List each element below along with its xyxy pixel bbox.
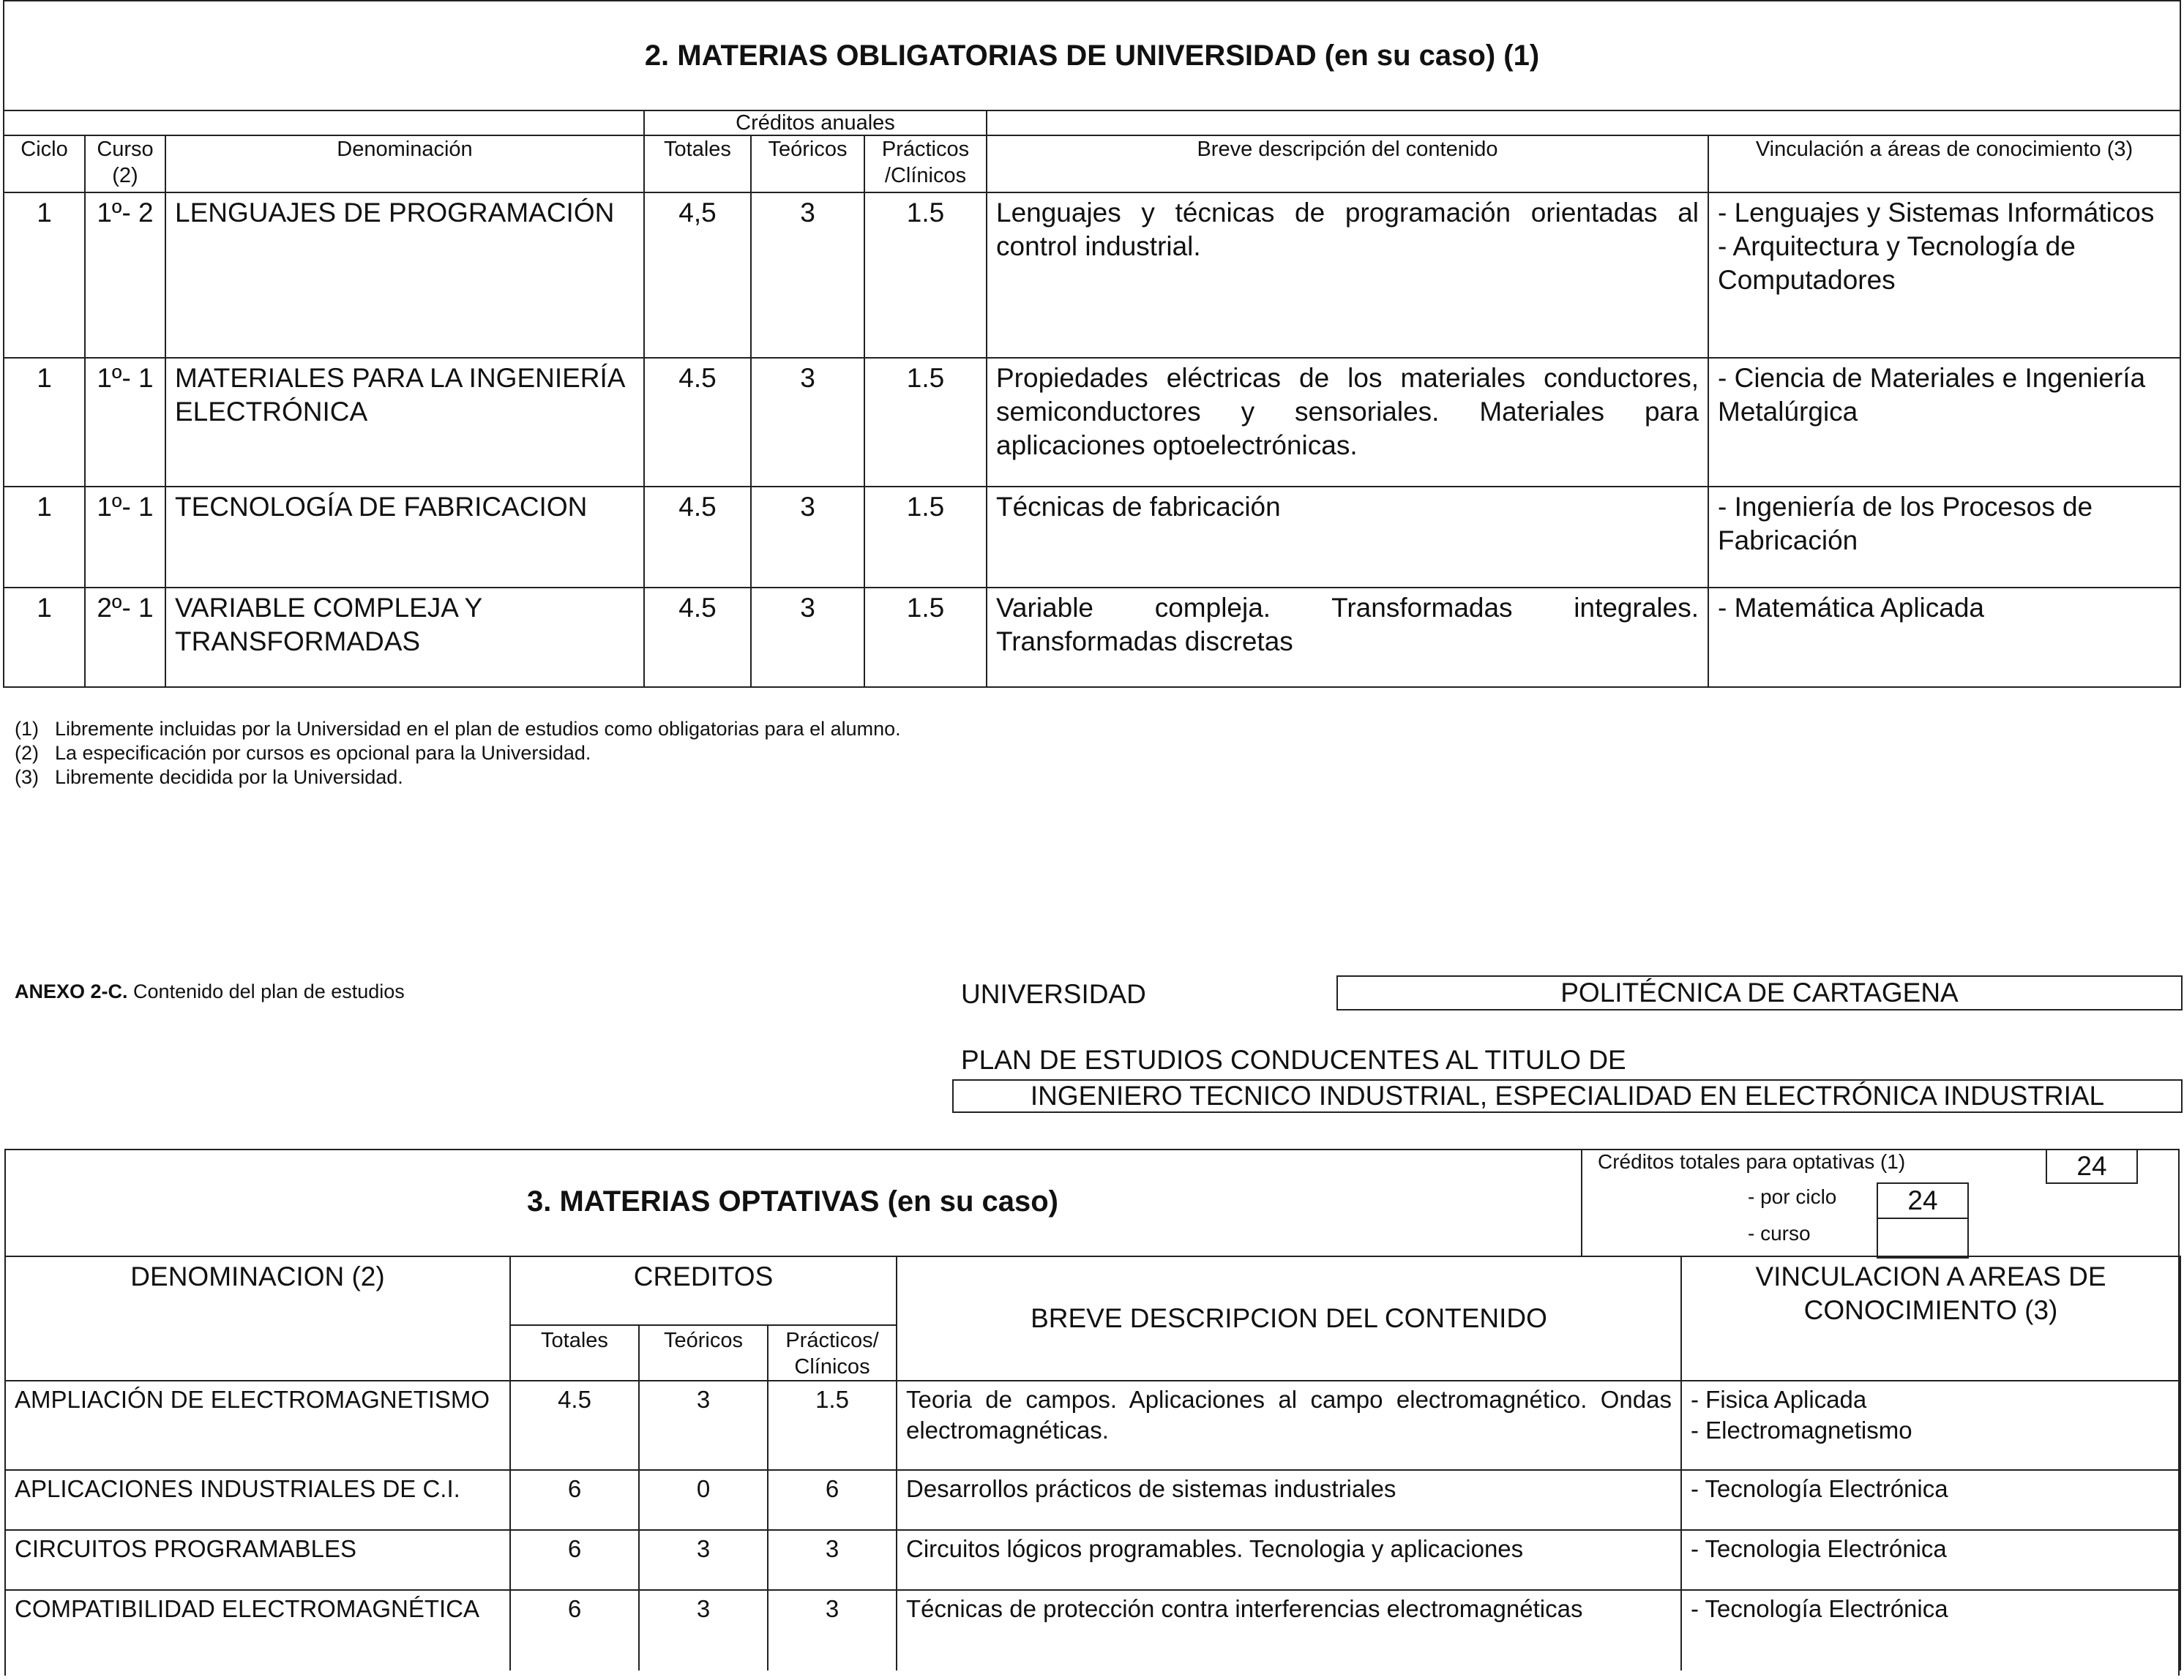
universidad-value: POLITÉCNICA DE CARTAGENA	[1336, 975, 2183, 1010]
row-practicos: 1.5	[864, 588, 987, 687]
plan-label: PLAN DE ESTUDIOS CONDUCENTES AL TITULO DE	[961, 1045, 1626, 1075]
row-vinculacion: - Ciencia de Materiales e Ingeniería Metalúrgica	[1708, 358, 2180, 487]
row-ciclo: 1	[4, 192, 85, 358]
table-row	[5, 1590, 2180, 1670]
header-descripcion: Breve descripción del contenido	[987, 135, 1708, 192]
annex-label	[15, 980, 405, 1003]
footnote-text: Libremente decidida por la Universidad.	[55, 766, 403, 788]
header-vinculacion: Vinculación a áreas de conocimiento (3)	[1708, 135, 2180, 192]
footnote	[15, 765, 1332, 790]
footnote-number: (2)	[15, 742, 39, 764]
row-vinculacion: - Ingeniería de los Procesos de Fabricación	[1708, 487, 2180, 588]
section2-table	[3, 0, 2181, 688]
header-creditos: CREDITOS	[510, 1256, 897, 1325]
row-ciclo: 1	[4, 358, 85, 487]
row-practicos: 1.5	[864, 192, 987, 358]
row-teoricos: 3	[751, 588, 864, 687]
footnote-text: La especificación por cursos es opcional para la Universidad.	[55, 742, 591, 764]
row-denominacion: LENGUAJES DE PROGRAMACIÓN	[165, 192, 644, 358]
row-vinculacion: - Matemática Aplicada	[1708, 588, 2180, 687]
universidad-label: UNIVERSIDAD	[961, 979, 1146, 1009]
footnote-text: Libremente incluidas por la Universidad en el plan de estudios como obligatorias para el alumno.	[55, 718, 901, 740]
row-curso: 2º- 1	[85, 588, 165, 687]
table-row	[5, 1530, 2180, 1590]
row-curso: 1º- 2	[85, 192, 165, 358]
creditos-totales-label: Créditos totales para optativas (1)	[1598, 1150, 1906, 1173]
section3-title: 3. MATERIAS OPTATIVAS (en su caso)	[526, 1185, 1058, 1218]
row-totales: 4.5	[644, 487, 751, 588]
row-denominacion: COMPATIBILIDAD ELECTROMAGNÉTICA	[5, 1590, 510, 1670]
header-practicos: Prácticos/ Clínicos	[768, 1325, 897, 1381]
row-ciclo: 1	[4, 487, 85, 588]
row-vinculacion: - Lenguajes y Sistemas Informáticos - Arquitectura y Tecnología de Computadores	[1708, 192, 2180, 358]
header-teoricos: Teóricos	[639, 1325, 768, 1381]
row-denominacion: VARIABLE COMPLEJA Y TRANSFORMADAS	[165, 588, 644, 687]
header-totales: Totales	[510, 1325, 639, 1381]
table-row	[4, 588, 2180, 687]
table-row	[4, 487, 2180, 588]
row-descripcion: Circuitos lógicos programables. Tecnologia y aplicaciones	[897, 1530, 1681, 1590]
creditos-totales-value: 24	[2046, 1149, 2138, 1184]
header-curso: Curso (2)	[85, 135, 165, 192]
row-totales: 4.5	[644, 358, 751, 487]
header-totales: Totales	[644, 135, 751, 192]
row-descripcion: Teoria de campos. Aplicaciones al campo electromagnético. Ondas electromagnéticas.	[897, 1381, 1681, 1470]
table-row	[4, 192, 2180, 358]
row-totales: 4.5	[510, 1381, 639, 1470]
footnote	[15, 741, 1332, 765]
row-practicos: 1.5	[864, 358, 987, 487]
plan-value: INGENIERO TECNICO INDUSTRIAL, ESPECIALIDAD EN ELECTRÓNICA INDUSTRIAL	[952, 1079, 2183, 1113]
row-denominacion: CIRCUITOS PROGRAMABLES	[5, 1530, 510, 1590]
row-totales: 6	[510, 1590, 639, 1670]
row-denominacion: MATERIALES PARA LA INGENIERÍA ELECTRÓNICA	[165, 358, 644, 487]
section3-table	[4, 1256, 2181, 1670]
header-denominacion: Denominación	[165, 135, 644, 192]
row-teoricos: 3	[639, 1381, 768, 1470]
row-teoricos: 3	[751, 192, 864, 358]
footnote	[15, 717, 1332, 741]
row-ciclo: 1	[4, 588, 85, 687]
footnote-number: (3)	[15, 766, 39, 788]
row-descripcion: Propiedades eléctricas de los materiales conductores, semiconductores y sensoriales. Materiales para aplicaciones optoelectrónicas.	[987, 358, 1708, 487]
curso-label: - curso	[1748, 1222, 1811, 1245]
row-descripcion: Técnicas de protección contra interferencias electromagnéticas	[897, 1590, 1681, 1670]
table-row	[5, 1381, 2180, 1470]
row-teoricos: 3	[639, 1530, 768, 1590]
row-totales: 4,5	[644, 192, 751, 358]
header-denominacion: DENOMINACION (2)	[5, 1256, 510, 1381]
row-practicos: 3	[768, 1590, 897, 1670]
row-practicos: 1.5	[768, 1381, 897, 1470]
row-descripcion: Variable compleja. Transformadas integrales. Transformadas discretas	[987, 588, 1708, 687]
row-practicos: 6	[768, 1470, 897, 1530]
header-vinculacion: VINCULACION A AREAS DE CONOCIMIENTO (3)	[1681, 1256, 2180, 1381]
row-totales: 6	[510, 1530, 639, 1590]
row-vinculacion: - Fisica Aplicada - Electromagnetismo	[1681, 1381, 2180, 1470]
section3-header-row	[5, 1256, 2180, 1325]
annex-label-bold: ANEXO 2-C.	[15, 980, 128, 1002]
row-descripcion: Técnicas de fabricación	[987, 487, 1708, 588]
header-descripcion: BREVE DESCRIPCION DEL CONTENIDO	[897, 1256, 1681, 1381]
footnotes	[15, 717, 1332, 790]
row-denominacion: APLICACIONES INDUSTRIALES DE C.I.	[5, 1470, 510, 1530]
row-denominacion: TECNOLOGÍA DE FABRICACION	[165, 487, 644, 588]
header-ciclo: Ciclo	[4, 135, 85, 192]
row-teoricos: 0	[639, 1470, 768, 1530]
annex-label-rest: Contenido del plan de estudios	[127, 980, 405, 1002]
row-teoricos: 3	[639, 1590, 768, 1670]
footnote-number: (1)	[15, 718, 39, 740]
curso-value	[1877, 1218, 1969, 1259]
row-totales: 4.5	[644, 588, 751, 687]
header-teoricos: Teóricos	[751, 135, 864, 192]
section2-title: 2. MATERIAS OBLIGATORIAS DE UNIVERSIDAD (en su caso) (1)	[4, 1, 2180, 110]
row-vinculacion: - Tecnología Electrónica	[1681, 1590, 2180, 1670]
row-curso: 1º- 1	[85, 487, 165, 588]
row-teoricos: 3	[751, 358, 864, 487]
por-ciclo-value: 24	[1877, 1182, 1969, 1219]
row-teoricos: 3	[751, 487, 864, 588]
row-vinculacion: - Tecnología Electrónica	[1681, 1470, 2180, 1530]
por-ciclo-label: - por ciclo	[1748, 1185, 1837, 1208]
table-row	[5, 1470, 2180, 1530]
row-denominacion: AMPLIACIÓN DE ELECTROMAGNETISMO	[5, 1381, 510, 1470]
section2-header-row	[4, 135, 2180, 192]
row-vinculacion: - Tecnologia Electrónica	[1681, 1530, 2180, 1590]
row-practicos: 3	[768, 1530, 897, 1590]
row-curso: 1º- 1	[85, 358, 165, 487]
row-descripcion: Lenguajes y técnicas de programación orientadas al control industrial.	[987, 192, 1708, 358]
credit-group-header: Créditos anuales	[644, 110, 987, 135]
row-totales: 6	[510, 1470, 639, 1530]
row-descripcion: Desarrollos prácticos de sistemas industriales	[897, 1470, 1681, 1530]
row-practicos: 1.5	[864, 487, 987, 588]
header-practicos: Prácticos /Clínicos	[864, 135, 987, 192]
table-row	[4, 358, 2180, 487]
